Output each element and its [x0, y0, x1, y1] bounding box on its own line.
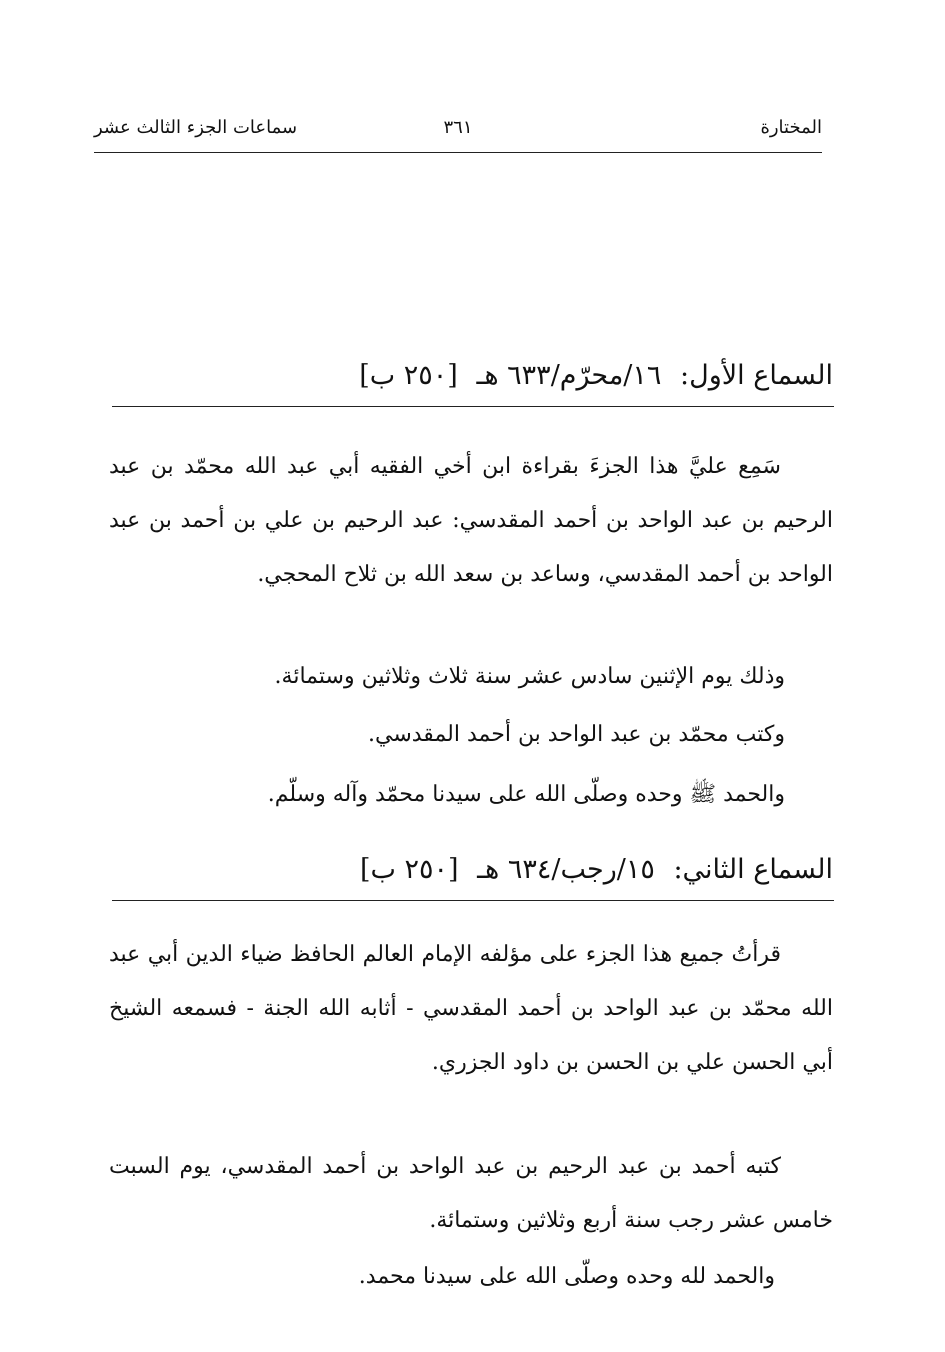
- page-number: ٣٦١: [443, 117, 473, 138]
- samaa2-folio: [٢٥٠ ب]: [359, 854, 459, 885]
- samaa2-date: ١٥/رجب/٦٣٤ هـ: [477, 854, 655, 885]
- header-divider: [94, 152, 822, 153]
- samaa2-heading-divider: [112, 900, 834, 901]
- samaa2-heading: [113, 852, 833, 888]
- samaa1-label: السماع الأول:: [680, 360, 833, 391]
- samaa1-date: ١٦/محرّم/٦٣٣ هـ: [476, 360, 662, 391]
- samaa1-paragraph-4: والحمد ﷺ وحده وصلّى الله على سيدنا محمّد وآله وسلّم.: [267, 782, 785, 807]
- samaa1-paragraph-2: وذلك يوم الإثنين سادس عشر سنة ثلاث وثلاثين وستمائة.: [274, 664, 785, 689]
- samaa2-paragraph-2: كتبه أحمد بن عبد الرحيم بن عبد الواحد بن أحمد المقدسي، يوم السبت خامس عشر رجب سنة أربع وثلاثين وستمائة.: [109, 1154, 833, 1233]
- running-header: [94, 110, 822, 146]
- samaa1-heading: [113, 358, 833, 394]
- samaa2-paragraph-3: والحمد لله وحده وصلّى الله على سيدنا محمد.: [358, 1264, 775, 1289]
- samaa2-label: السماع الثاني:: [673, 854, 833, 885]
- samaa1-heading-divider: [112, 406, 834, 407]
- section-title: سماعات الجزء الثالث عشر: [94, 117, 298, 138]
- samaa1-paragraph-1: سَمِع عليَّ هذا الجزءَ بقراءة ابن أخي الفقيه أبي عبد الله محمّد بن عبد الرحيم بن عبد الواحد بن أحمد المقدسي: عبد الرحيم بن علي بن أحمد بن عبد الواحد بن أحمد المقدسي، وساعد بن سعد الله بن ثلاح المحجي.: [109, 454, 833, 587]
- book-title: المختارة: [760, 117, 822, 138]
- samaa2-paragraph-1: قرأتُ جميع هذا الجزء على مؤلفه الإمام العالم الحافظ ضياء الدين أبي عبد الله محمّد بن عبد الواحد بن أحمد المقدسي - أثابه الله الجنة - فسمعه الشيخ أبي الحسن علي بن الحسن بن داود الجزري.: [109, 942, 833, 1075]
- samaa1-folio: [٢٥٠ ب]: [359, 360, 458, 391]
- samaa1-paragraph-3: وكتب محمّد بن عبد الواحد بن أحمد المقدسي.: [368, 722, 785, 747]
